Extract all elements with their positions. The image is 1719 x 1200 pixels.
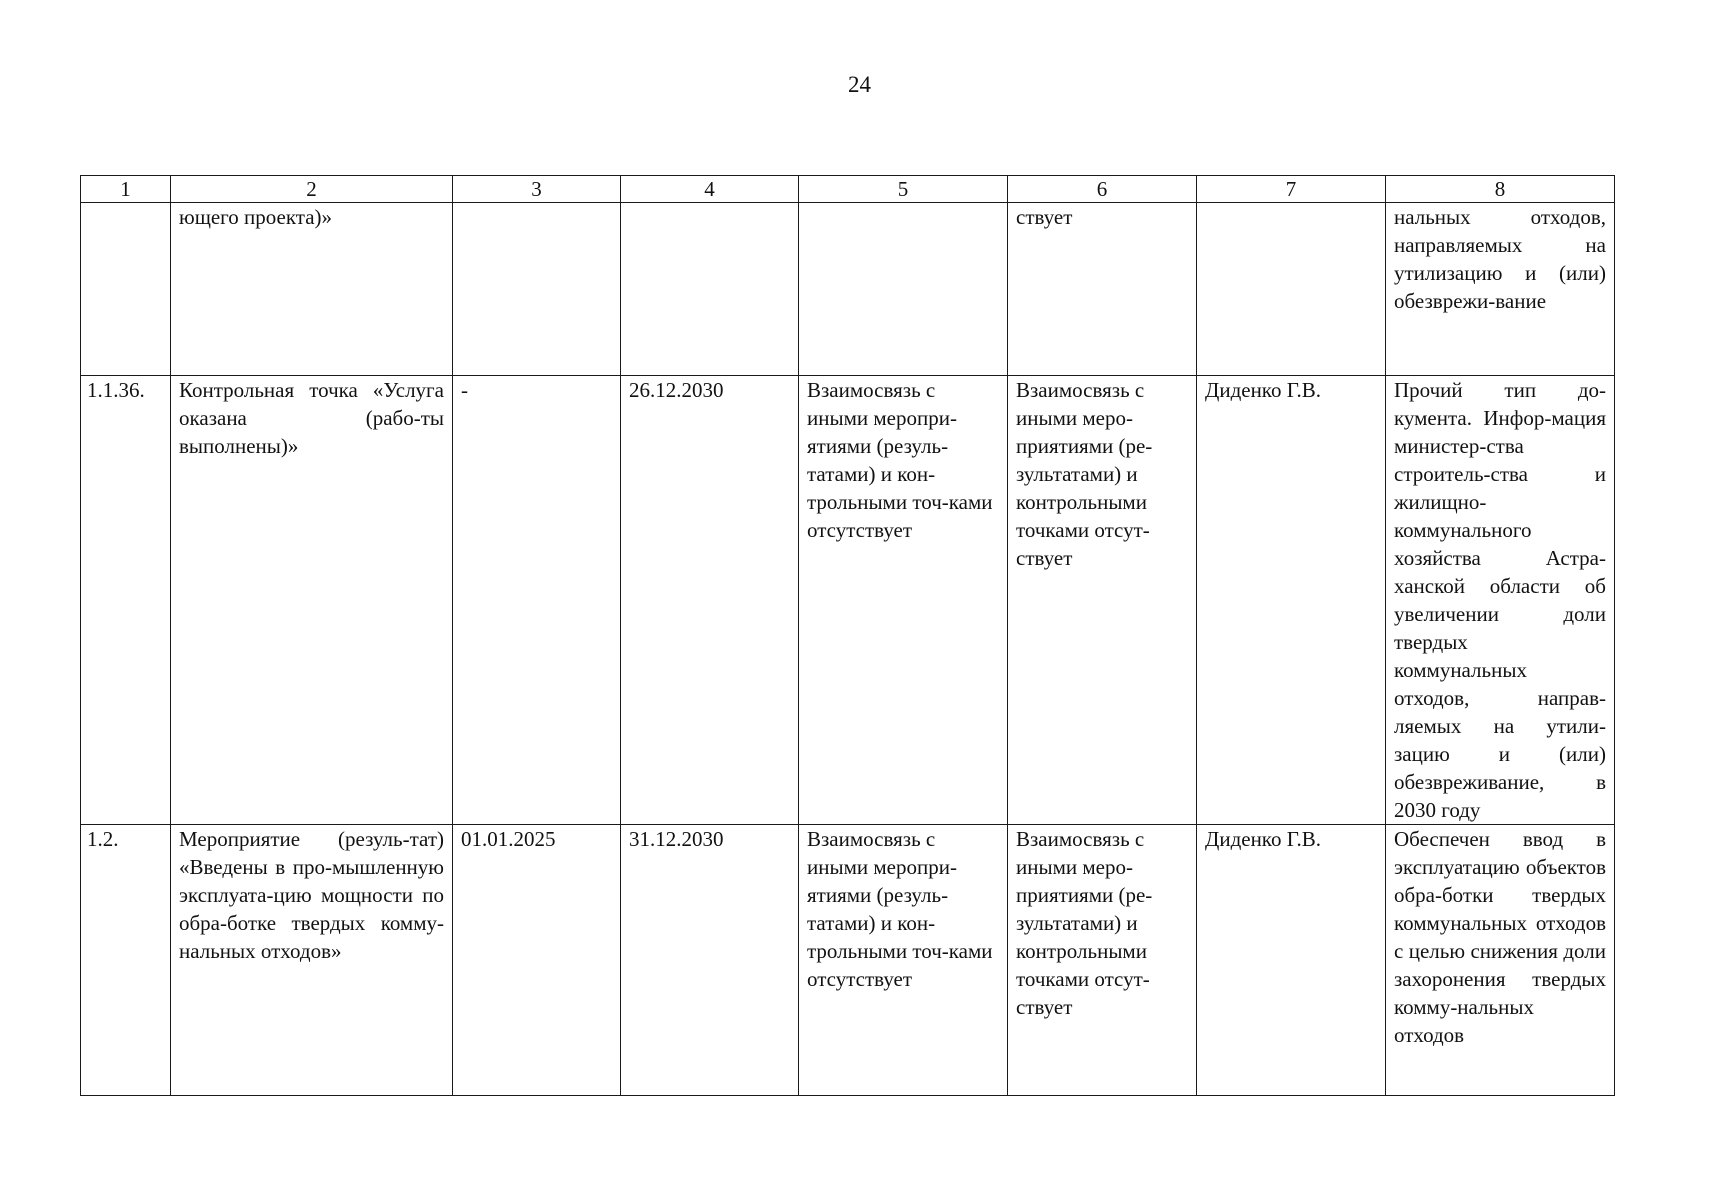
row-number (81, 203, 171, 376)
row-name: Мероприятие (резуль-тат) «Введены в про-мышленную эксплуата-цию мощности по обра-ботке твердых комму-нальных отходов» (171, 825, 453, 1096)
row-start-date (453, 203, 621, 376)
header-col-2: 2 (171, 176, 453, 203)
row-start-date: - (453, 376, 621, 825)
row-result: Прочий тип до-кумента. Инфор-мация министер-ства строитель-ства и жилищно-коммунального хозяйства Астра-ханской области об увеличении доли твердых коммунальных отходов, направ-ляемых на утили-зацию и (или) обезвреживание, в 2030 году (1386, 376, 1615, 825)
row-result: Обеспечен ввод в эксплуатацию объектов обра-ботки твердых коммунальных отходов с целью снижения доли захоронения твердых комму-нальных отходов (1386, 825, 1615, 1096)
table-row (81, 203, 1615, 376)
data-table (80, 175, 1615, 1096)
row-link-1: Взаимосвязь с иными меропри-ятиями (резуль-татами) и кон-трольными точ-ками отсутствует (799, 376, 1008, 825)
row-name: Контрольная точка «Услуга оказана (рабо-ты выполнены)» (171, 376, 453, 825)
row-end-date: 31.12.2030 (621, 825, 799, 1096)
header-col-4: 4 (621, 176, 799, 203)
header-col-7: 7 (1197, 176, 1386, 203)
row-end-date: 26.12.2030 (621, 376, 799, 825)
row-name: ющего проекта)» (171, 203, 453, 376)
row-responsible: Диденко Г.В. (1197, 376, 1386, 825)
header-col-8: 8 (1386, 176, 1615, 203)
row-link-2: ствует (1008, 203, 1197, 376)
header-col-3: 3 (453, 176, 621, 203)
row-link-2: Взаимосвязь с иными меро-приятиями (ре-зультатами) и контрольными точками отсут-ствует (1008, 376, 1197, 825)
row-start-date: 01.01.2025 (453, 825, 621, 1096)
row-number: 1.2. (81, 825, 171, 1096)
row-end-date (621, 203, 799, 376)
header-col-5: 5 (799, 176, 1008, 203)
table-row (81, 825, 1615, 1096)
row-link-1: Взаимосвязь с иными меропри-ятиями (резуль-татами) и кон-трольными точ-ками отсутствует (799, 825, 1008, 1096)
header-col-1: 1 (81, 176, 171, 203)
row-link-1 (799, 203, 1008, 376)
row-result: нальных отходов, направляемых на утилизацию и (или) обезврежи-вание (1386, 203, 1615, 376)
header-row (81, 176, 1615, 203)
table-row (81, 376, 1615, 825)
row-number: 1.1.36. (81, 376, 171, 825)
page-number: 24 (848, 72, 871, 97)
header-col-6: 6 (1008, 176, 1197, 203)
row-responsible: Диденко Г.В. (1197, 825, 1386, 1096)
row-link-2: Взаимосвязь с иными меро-приятиями (ре-зультатами) и контрольными точками отсут-ствует (1008, 825, 1197, 1096)
row-responsible (1197, 203, 1386, 376)
